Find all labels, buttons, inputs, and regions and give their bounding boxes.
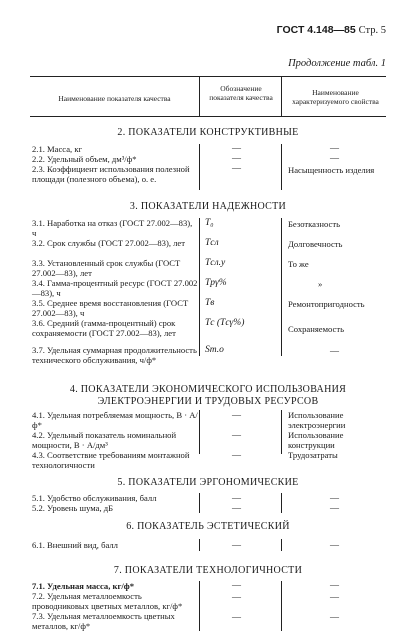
section-title: 4. ПОКАЗАТЕЛИ ЭКОНОМИЧЕСКОГО ИСПОЛЬЗОВАНИЯ ЭЛЕКТРОЭНЕРГИИ И ТРУДОВЫХ РЕСУРСОВ [69,384,347,407]
col-header-property: Наименование характеризуемого свойства [292,88,379,106]
table-cell: — [330,153,339,163]
table-cell: Насыщенность изделия [288,165,375,175]
section-title: 3. ПОКАЗАТЕЛИ НАДЕЖНОСТИ [129,201,287,212]
table-cell: Tсл [205,238,219,248]
table-cell: — [232,540,241,550]
standard-number: ГОСТ 4.148—85 [276,24,356,36]
table-cell: — [330,143,339,153]
table-cell: — [232,430,241,440]
table-cell: — [232,153,241,163]
table-cell: Tрγ% [205,278,227,288]
section-title: 2. ПОКАЗАТЕЛИ КОНСТРУКТИВНЫЕ [117,127,299,138]
table-cell: 3.7. Удельная суммарная продолжительность технического обслуживания, ч/ф* [32,345,197,366]
table-cell: Безотказность [288,219,340,229]
table-cell: — [232,163,241,173]
table-cell: Использование конструкции [288,430,344,451]
table-cell: Sт.о [205,345,224,355]
table-cell: Tсл.у [205,258,226,268]
table-cell: 6.1. Внешний вид, балл [32,540,118,550]
col-divider [199,76,200,116]
col-divider [199,144,200,190]
section-title: 6. ПОКАЗАТЕЛЬ ЭСТЕТИЧЕСКИЙ [126,521,290,532]
table-cell: 3.4. Гамма-процентный ресурс (ГОСТ 27.002—83), ч [32,278,198,299]
table-cell: Использование электроэнергии [288,410,346,431]
col-divider [281,539,282,551]
col-divider [199,410,200,454]
table-cell: 5.2. Уровень шума, дБ [32,503,114,513]
table-cell: Tв [205,298,215,308]
bold-text: 7.1. Удельная масса, кг/ф* [32,581,134,591]
table-cell: — [330,503,339,513]
table-cell: — [330,346,339,356]
table-cell: 4.3. Соответствие требованиям монтажной технологичности [32,450,190,471]
table-cell: 4.2. Удельный показатель номинальной мощности, В · А/дм³ [32,430,177,451]
section-title: 7. ПОКАЗАТЕЛИ ТЕХНОЛОГИЧНОСТИ [113,565,303,576]
table-cell: — [330,592,339,602]
table-cell: 7.3. Удельная металлоемкость цветных металлов, кг/ф* [32,611,175,632]
table-cell: — [232,503,241,513]
col-divider [281,218,282,356]
col-divider [199,539,200,551]
col-divider [281,581,282,631]
table-cell: 7.2. Удельная металлоемкость проводниковых цветных металлов, кг/ф* [32,591,183,612]
table-continuation: Продолжение табл. 1 [288,58,386,69]
table-cell: Трудозатраты [288,450,338,460]
table-cell: — [232,580,241,590]
table-cell: — [232,450,241,460]
table-header-rule [30,116,386,117]
section-title: 5. ПОКАЗАТЕЛИ ЭРГОНОМИЧЕСКИЕ [117,477,299,488]
col-divider [199,218,200,356]
table-cell: » [318,279,323,289]
table-cell: T₀ [205,218,214,228]
table-cell: 2.1. Масса, кг [32,144,83,154]
table-cell: 4.1. Удельная потребляемая мощность, В · А/ф* [32,410,198,431]
table-cell: Ремонтопригодность [288,299,365,309]
table-cell: 3.1. Наработка на отказ (ГОСТ 27.002—83), ч [32,218,193,239]
page-header [277,24,386,36]
col-divider [281,144,282,190]
col-divider [281,410,282,454]
table-cell: — [330,540,339,550]
table-cell: Долговечность [288,239,343,249]
table-cell: То же [288,259,309,269]
table-cell: — [330,580,339,590]
table-cell: 3.3. Установленный срок службы (ГОСТ 27.002—83), лет [32,258,181,279]
table-cell: 3.2. Срок службы (ГОСТ 27.002—83), лет [32,238,185,248]
table-cell: 2.2. Удельный объем, дм³/ф* [32,154,137,164]
table-cell: Tс (Tсγ%) [205,318,245,328]
table-cell: 2.3. Коэффициент использования полезной площади (полезного объема), о. е. [32,164,190,185]
table-cell: — [232,143,241,153]
table-cell: Сохраняемость [288,324,345,334]
table-cell: — [232,592,241,602]
table-cell: 3.5. Среднее время восстановления (ГОСТ 27.002—83), ч [32,298,189,319]
table-cell [32,581,198,591]
col-divider [199,493,200,513]
table-cell: 3.6. Средний (гамма-процентный) срок сохраняемости (ГОСТ 27.002—83), лет [32,318,176,339]
table-cell: — [330,493,339,503]
col-divider [281,76,282,116]
page-number: Стр. 5 [358,25,386,36]
col-divider [199,581,200,631]
col-header-name: Наименование показателя качества [58,94,171,103]
table-cell: — [232,410,241,420]
table-cell: 5.1. Удобство обслуживания, балл [32,493,157,503]
table-top-rule [30,76,386,77]
col-header-symbol: Обозначение показателя качества [209,84,273,102]
table-cell: — [232,612,241,622]
col-divider [281,493,282,513]
table-cell: — [330,612,339,622]
table-cell: — [232,493,241,503]
